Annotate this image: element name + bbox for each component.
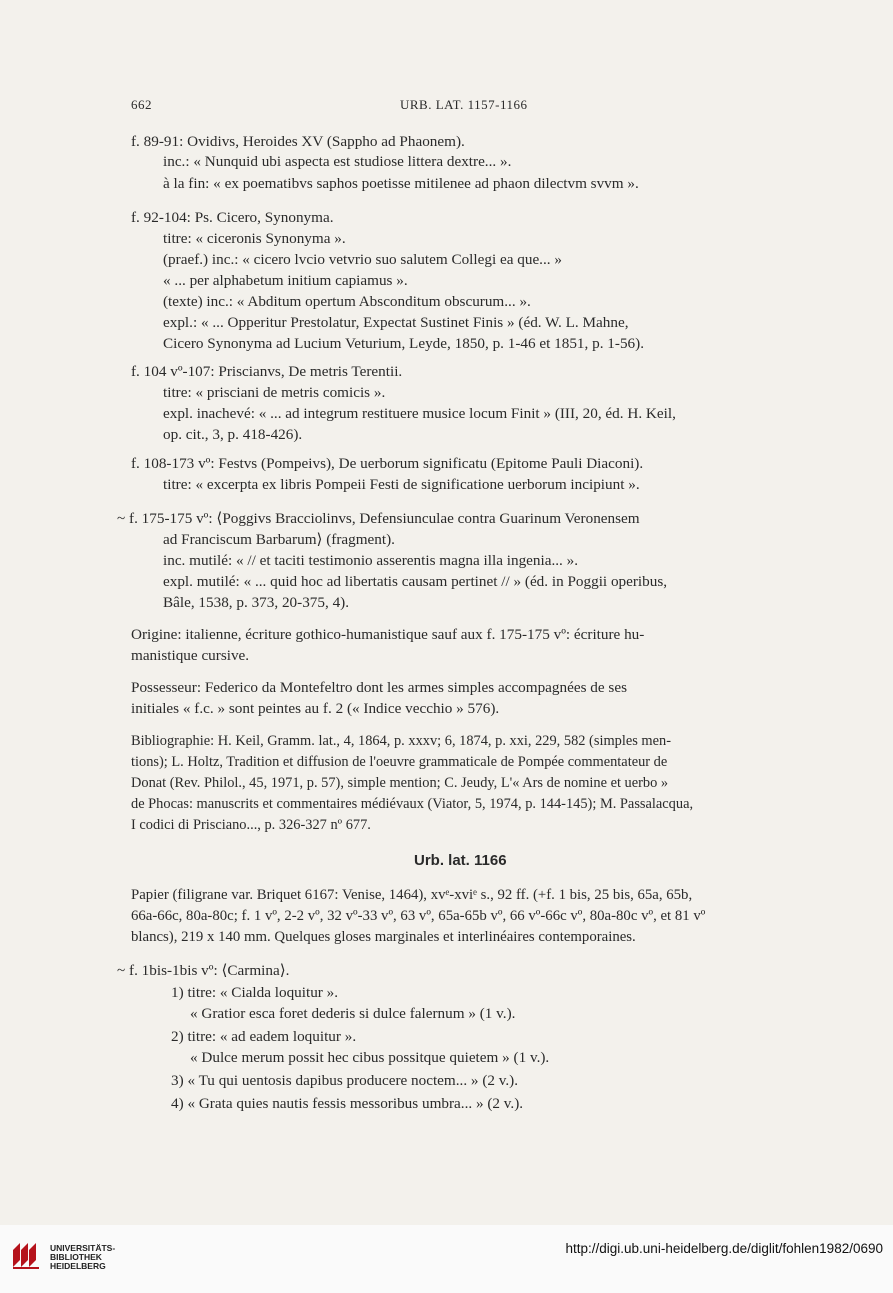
source-url-link[interactable]: http://digi.ub.uni-heidelberg.de/diglit/fohlen1982/0690: [565, 1241, 883, 1256]
bibliographie-line-4: de Phocas: manuscrits et commentaires médiévaux (Viator, 5, 1974, p. 144-145); M. Passalacqua,: [131, 796, 694, 812]
carmina-item-4: 4) « Grata quies nautis fessis messoribus umbra... » (2 v.).: [171, 1095, 524, 1112]
entry-ovid-colophon: à la fin: « ex poematibvs saphos poetisse mitilenee ad phaon dilectvm svvm ».: [163, 175, 639, 192]
entry-ovid-incipit: inc.: « Nunquid ubi aspecta est studiose littera dextre... ».: [163, 153, 512, 170]
footer-bar: [0, 1225, 893, 1293]
entry-cicero: f. 92-104: Ps. Cicero, Synonyma.: [131, 209, 334, 226]
carmina-item-1-verse: « Gratior esca foret dederis si dulce falernum » (1 v.).: [190, 1005, 516, 1022]
running-title: URB. LAT. 1157-1166: [400, 97, 528, 112]
bibliographie-line-2: tions); L. Holtz, Tradition et diffusion de l'oeuvre grammaticale de Pompée commentateur de: [131, 754, 668, 770]
bibliographie-line-5: I codici di Prisciano..., p. 326-327 nº 677.: [131, 817, 371, 833]
entry-priscian-title: titre: « prisciani de metris comicis ».: [163, 384, 386, 401]
entry-priscian-explicit: expl. inachevé: « ... ad integrum restituere musice locum Finit » (III, 20, éd. H. Keil,: [163, 405, 676, 422]
description-line-3: blancs), 219 x 140 mm. Quelques gloses marginales et interlinéaires contemporaines.: [131, 929, 636, 945]
entry-festus: f. 108-173 vº: Festvs (Pompeivs), De uerborum significatu (Epitome Pauli Diaconi).: [131, 455, 644, 472]
possesseur-paragraph-cont: initiales « f.c. » sont peintes au f. 2 (« Indice vecchio » 576).: [131, 700, 500, 717]
entry-carmina: ~ f. 1bis-1bis vº: ⟨Carmina⟩.: [117, 962, 290, 979]
entry-cicero-praef-cont: « ... per alphabetum initium capiamus ».: [163, 272, 408, 289]
entry-poggio-incipit: inc. mutilé: « // et taciti testimonio asserentis magna illa ingenia... ».: [163, 552, 579, 569]
bibliographie-line-3: Donat (Rev. Philol., 45, 1971, p. 57), simple mention; C. Jeudy, L'« Ars de nomine et uerbo »: [131, 775, 669, 791]
carmina-item-1: 1) titre: « Cialda loquitur ».: [171, 984, 339, 1001]
entry-priscian-ref: op. cit., 3, p. 418-426).: [163, 426, 303, 443]
section-heading: Urb. lat. 1166: [414, 852, 507, 869]
entry-cicero-praef: (praef.) inc.: « cicero lvcio vetvrio suo salutem Collegi ea que... »: [163, 251, 562, 268]
entry-ovid: f. 89-91: Ovidivs, Heroides XV (Sappho ad Phaonem).: [131, 133, 465, 150]
description-line-2: 66a-66c, 80a-80c; f. 1 vº, 2-2 vº, 32 vº-33 vº, 63 vº, 65a-65b vº, 66 vº-66c vº, 80a-80c vº, et 81 vº: [131, 908, 706, 924]
library-logo-icon: [10, 1238, 42, 1270]
carmina-item-2-verse: « Dulce merum possit hec cibus possitque quietem » (1 v.).: [190, 1049, 550, 1066]
library-name: UNIVERSITÄTS- BIBLIOTHEK HEIDELBERG: [50, 1243, 116, 1271]
entry-cicero-explicit: expl.: « ... Opperitur Prestolatur, Expectat Sustinet Finis » (éd. W. L. Mahne,: [163, 314, 629, 331]
entry-cicero-edition: Cicero Synonyma ad Lucium Veturium, Leyde, 1850, p. 1-46 et 1851, p. 1-56).: [163, 335, 644, 352]
entry-poggio-edition: Bâle, 1538, p. 373, 20-375, 4).: [163, 594, 350, 611]
entry-poggio-cont: ad Franciscum Barbarum⟩ (fragment).: [163, 531, 395, 548]
entry-poggio: ~ f. 175-175 vº: ⟨Poggivs Bracciolinvs, Defensiunculae contra Guarinum Veronensem: [117, 510, 640, 527]
entry-festus-title: titre: « excerpta ex libris Pompeii Festi de significatione uerborum incipiunt ».: [163, 476, 640, 493]
entry-poggio-explicit: expl. mutilé: « ... quid hoc ad libertatis causam pertinet // » (éd. in Poggii operibus,: [163, 573, 668, 590]
entry-priscian: f. 104 vº-107: Priscianvs, De metris Terentii.: [131, 363, 403, 380]
page-number: 662: [131, 97, 152, 112]
description-line-1: Papier (filigrane var. Briquet 6167: Venise, 1464), xvᵉ-xviᵉ s., 92 ff. (+f. 1 bis, 25 bis, 65a, 65b,: [131, 887, 693, 903]
origine-paragraph-cont: manistique cursive.: [131, 647, 250, 664]
possesseur-paragraph: Possesseur: Federico da Montefeltro dont les armes simples accompagnées de ses: [131, 679, 627, 696]
carmina-item-2: 2) titre: « ad eadem loquitur ».: [171, 1028, 357, 1045]
entry-cicero-title: titre: « ciceronis Synonyma ».: [163, 230, 346, 247]
entry-cicero-text: (texte) inc.: « Abditum opertum Absconditum obscurum... ».: [163, 293, 531, 310]
carmina-item-3: 3) « Tu qui uentosis dapibus producere noctem... » (2 v.).: [171, 1072, 519, 1089]
origine-paragraph: Origine: italienne, écriture gothico-humanistique sauf aux f. 175-175 vº: écriture hu-: [131, 626, 645, 643]
bibliographie-paragraph: Bibliographie: H. Keil, Gramm. lat., 4, 1864, p. xxxv; 6, 1874, p. xxi, 229, 582 (simples men-: [131, 733, 671, 749]
